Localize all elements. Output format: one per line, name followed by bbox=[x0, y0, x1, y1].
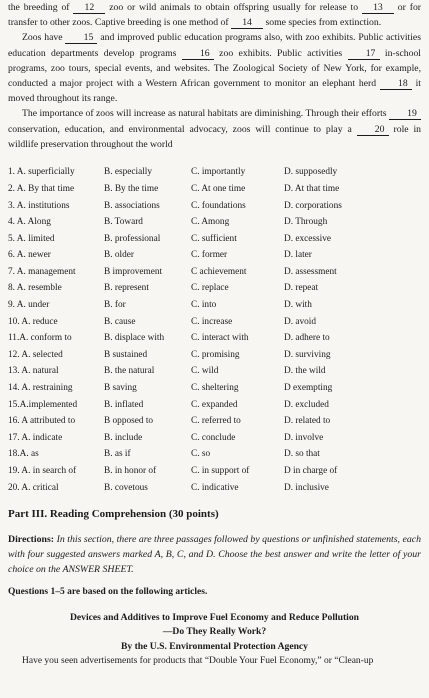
option-b: B. cause bbox=[104, 316, 136, 327]
passage-text: or for transfer to other zoos. Captive breeding is one method of bbox=[8, 2, 422, 29]
option-b: B. the natural bbox=[104, 366, 155, 377]
option-row bbox=[8, 347, 421, 364]
option-a: 12. A. selected bbox=[8, 349, 63, 360]
passage-paragraph-3 bbox=[8, 106, 421, 152]
option-a: 20. A. critical bbox=[8, 482, 59, 493]
option-a: 4. A. Along bbox=[8, 217, 51, 228]
option-row bbox=[8, 197, 421, 214]
option-c: C. indicative bbox=[191, 482, 239, 493]
option-b: B. inflated bbox=[104, 399, 144, 410]
option-b: B saving bbox=[104, 383, 137, 394]
passage-text: and improved public education programs also, with zoo exhibits. Public activities education departments develop programs bbox=[8, 32, 421, 59]
option-a: 16. A attributed to bbox=[8, 416, 76, 427]
answer-options-table bbox=[8, 164, 421, 496]
option-c: C. so bbox=[191, 449, 211, 460]
option-d: D. with bbox=[284, 300, 312, 311]
option-a: 18.A. as bbox=[8, 449, 39, 460]
option-d: D in charge of bbox=[284, 466, 338, 477]
passage-text: it moved throughout its range. bbox=[8, 78, 421, 105]
article-first-line: Have you seen advertisements for products that “Double Your Fuel Economy,” or “Clean-up bbox=[22, 656, 374, 667]
option-row bbox=[8, 396, 421, 413]
directions-body: In this section, there are three passages followed by questions or unfinished statements, each with four suggested answers marked A, B, C, and D. Choose the best answer and write the letter of your choice on the ANSWER SHEET. bbox=[8, 533, 421, 575]
option-d: D. surviving bbox=[284, 349, 331, 360]
option-row bbox=[8, 164, 421, 181]
option-row bbox=[8, 330, 421, 347]
option-row bbox=[8, 363, 421, 380]
option-d: D. related to bbox=[284, 416, 331, 427]
blank-number: 20 bbox=[357, 125, 389, 136]
option-d: D. repeat bbox=[284, 283, 319, 294]
option-row bbox=[8, 297, 421, 314]
option-c: C. expanded bbox=[191, 399, 238, 410]
option-a: 1. A. superficially bbox=[8, 167, 75, 178]
option-c: C. increase bbox=[191, 316, 233, 327]
passage-text: The importance of zoos will increase as natural habitats are diminishing. Through their efforts bbox=[22, 108, 389, 120]
option-d: D. adhere to bbox=[284, 333, 330, 344]
option-c: C. At one time bbox=[191, 183, 246, 194]
blank-number: 13 bbox=[362, 3, 394, 14]
option-b: B sustained bbox=[104, 349, 148, 360]
option-row bbox=[8, 430, 421, 447]
article-title-line-2: —Do They Really Work? bbox=[162, 626, 267, 638]
option-b: B. By the time bbox=[104, 183, 159, 194]
section-title: Part III. Reading Comprehension (30 points) bbox=[8, 507, 219, 520]
option-row bbox=[8, 214, 421, 231]
option-c: C. foundations bbox=[191, 200, 246, 211]
option-a: 9. A. under bbox=[8, 300, 50, 311]
option-c: C. replace bbox=[191, 283, 229, 294]
option-d: D. the wild bbox=[284, 366, 326, 377]
blank-number: 15 bbox=[65, 33, 97, 44]
option-c: C. former bbox=[191, 250, 228, 261]
blank-number: 17 bbox=[348, 49, 380, 60]
blank-number: 18 bbox=[380, 79, 412, 90]
option-c: C achievement bbox=[191, 266, 247, 277]
option-a: 5. A. limited bbox=[8, 233, 55, 244]
option-d: D. excluded bbox=[284, 399, 329, 410]
passage-text: some species from extinction. bbox=[263, 17, 382, 29]
option-c: C. conclude bbox=[191, 432, 236, 443]
option-a: 3. A. institutions bbox=[8, 200, 70, 211]
option-d: D. supposedly bbox=[284, 167, 338, 178]
option-row bbox=[8, 413, 421, 430]
option-d: D exempting bbox=[284, 383, 333, 394]
option-c: C. into bbox=[191, 300, 217, 311]
option-a: 19. A. in search of bbox=[8, 466, 77, 477]
option-d: D. avoid bbox=[284, 316, 317, 327]
option-row bbox=[8, 280, 421, 297]
option-row bbox=[8, 446, 421, 463]
option-d: D. assessment bbox=[284, 266, 337, 277]
blank-number: 16 bbox=[182, 49, 214, 60]
option-c: C. sufficient bbox=[191, 233, 237, 244]
passage-text: conservation, education, and environmental advocacy, zoos will continue to play a bbox=[8, 123, 357, 135]
option-b: B. especially bbox=[104, 167, 153, 178]
option-row bbox=[8, 479, 421, 496]
option-b: B. professional bbox=[104, 233, 161, 244]
option-row bbox=[8, 230, 421, 247]
option-b: B. include bbox=[104, 432, 143, 443]
passage-text: zoo or wild animals to obtain offspring usually for release to bbox=[105, 2, 362, 13]
passage-text: zoo exhibits. Public activities bbox=[213, 47, 348, 59]
passage-text: role in wildlife preservation throughout the world bbox=[8, 123, 421, 150]
option-row bbox=[8, 463, 421, 480]
option-a: 14. A. restraining bbox=[8, 383, 73, 394]
blank-number: 14 bbox=[231, 18, 263, 29]
option-b: B. in honor of bbox=[104, 466, 157, 477]
option-d: D. inclusive bbox=[284, 482, 329, 493]
option-b: B. Toward bbox=[104, 217, 143, 228]
passage-text: in-school programs, zoo tours, special events, and websites. The Zoological Society of New York, for example, conducted a major project with a Western African government to monitor an elephant herd bbox=[8, 47, 421, 90]
article-heading bbox=[8, 611, 421, 655]
option-row bbox=[8, 313, 421, 330]
option-d: D. Through bbox=[284, 217, 328, 228]
option-a: 17. A. indicate bbox=[8, 432, 63, 443]
option-b: B. covetous bbox=[104, 482, 148, 493]
option-c: C. Among bbox=[191, 217, 230, 228]
option-c: C. interact with bbox=[191, 333, 249, 344]
passage-text: the breeding of bbox=[8, 2, 74, 13]
passage-paragraph-2 bbox=[8, 30, 421, 106]
option-row bbox=[8, 380, 421, 397]
option-a: 2. A. By that time bbox=[8, 183, 75, 194]
questions-note: Questions 1–5 are based on the following articles. bbox=[8, 586, 208, 597]
option-c: C. wild bbox=[191, 366, 219, 377]
option-a: 6. A. newer bbox=[8, 250, 51, 261]
option-row bbox=[8, 247, 421, 264]
cloze-passage bbox=[8, 0, 421, 152]
passage-paragraph-1 bbox=[8, 0, 421, 30]
option-b: B improvement bbox=[104, 266, 163, 277]
option-row bbox=[8, 181, 421, 198]
option-a: 7. A. management bbox=[8, 266, 76, 277]
option-c: C. promising bbox=[191, 349, 240, 360]
option-b: B. associations bbox=[104, 200, 160, 211]
option-c: C. referred to bbox=[191, 416, 241, 427]
option-b: B. displace with bbox=[104, 333, 165, 344]
option-c: C. sheltering bbox=[191, 383, 239, 394]
blank-number: 19 bbox=[389, 109, 421, 120]
option-d: D. corporations bbox=[284, 200, 342, 211]
option-b: B. as if bbox=[104, 449, 131, 460]
option-a: 11.A. conform to bbox=[8, 333, 72, 344]
option-b: B. older bbox=[104, 250, 134, 261]
option-b: B. represent bbox=[104, 283, 149, 294]
passage-text: Zoos have bbox=[22, 32, 66, 44]
option-c: C. in support of bbox=[191, 466, 250, 477]
article-byline: By the U.S. Environmental Protection Agency bbox=[121, 640, 308, 652]
option-d: D. At that time bbox=[284, 183, 340, 194]
option-a: 10. A. reduce bbox=[8, 316, 58, 327]
blank-number: 12 bbox=[73, 3, 105, 14]
option-d: D. excessive bbox=[284, 233, 331, 244]
option-d: D. so that bbox=[284, 449, 320, 460]
option-a: 8. A. resemble bbox=[8, 283, 62, 294]
article-title-line-1: Devices and Additives to Improve Fuel Economy and Reduce Pollution bbox=[70, 611, 359, 623]
option-b: B. for bbox=[104, 300, 126, 311]
option-d: D. involve bbox=[284, 432, 324, 443]
option-a: 13. A. natural bbox=[8, 366, 59, 377]
option-c: C. importantly bbox=[191, 167, 246, 178]
directions bbox=[8, 532, 421, 577]
directions-lead: Directions: bbox=[8, 533, 55, 545]
option-b: B opposed to bbox=[104, 416, 154, 427]
option-row bbox=[8, 264, 421, 281]
option-d: D. later bbox=[284, 250, 312, 261]
option-a: 15.A.implemented bbox=[8, 399, 78, 410]
